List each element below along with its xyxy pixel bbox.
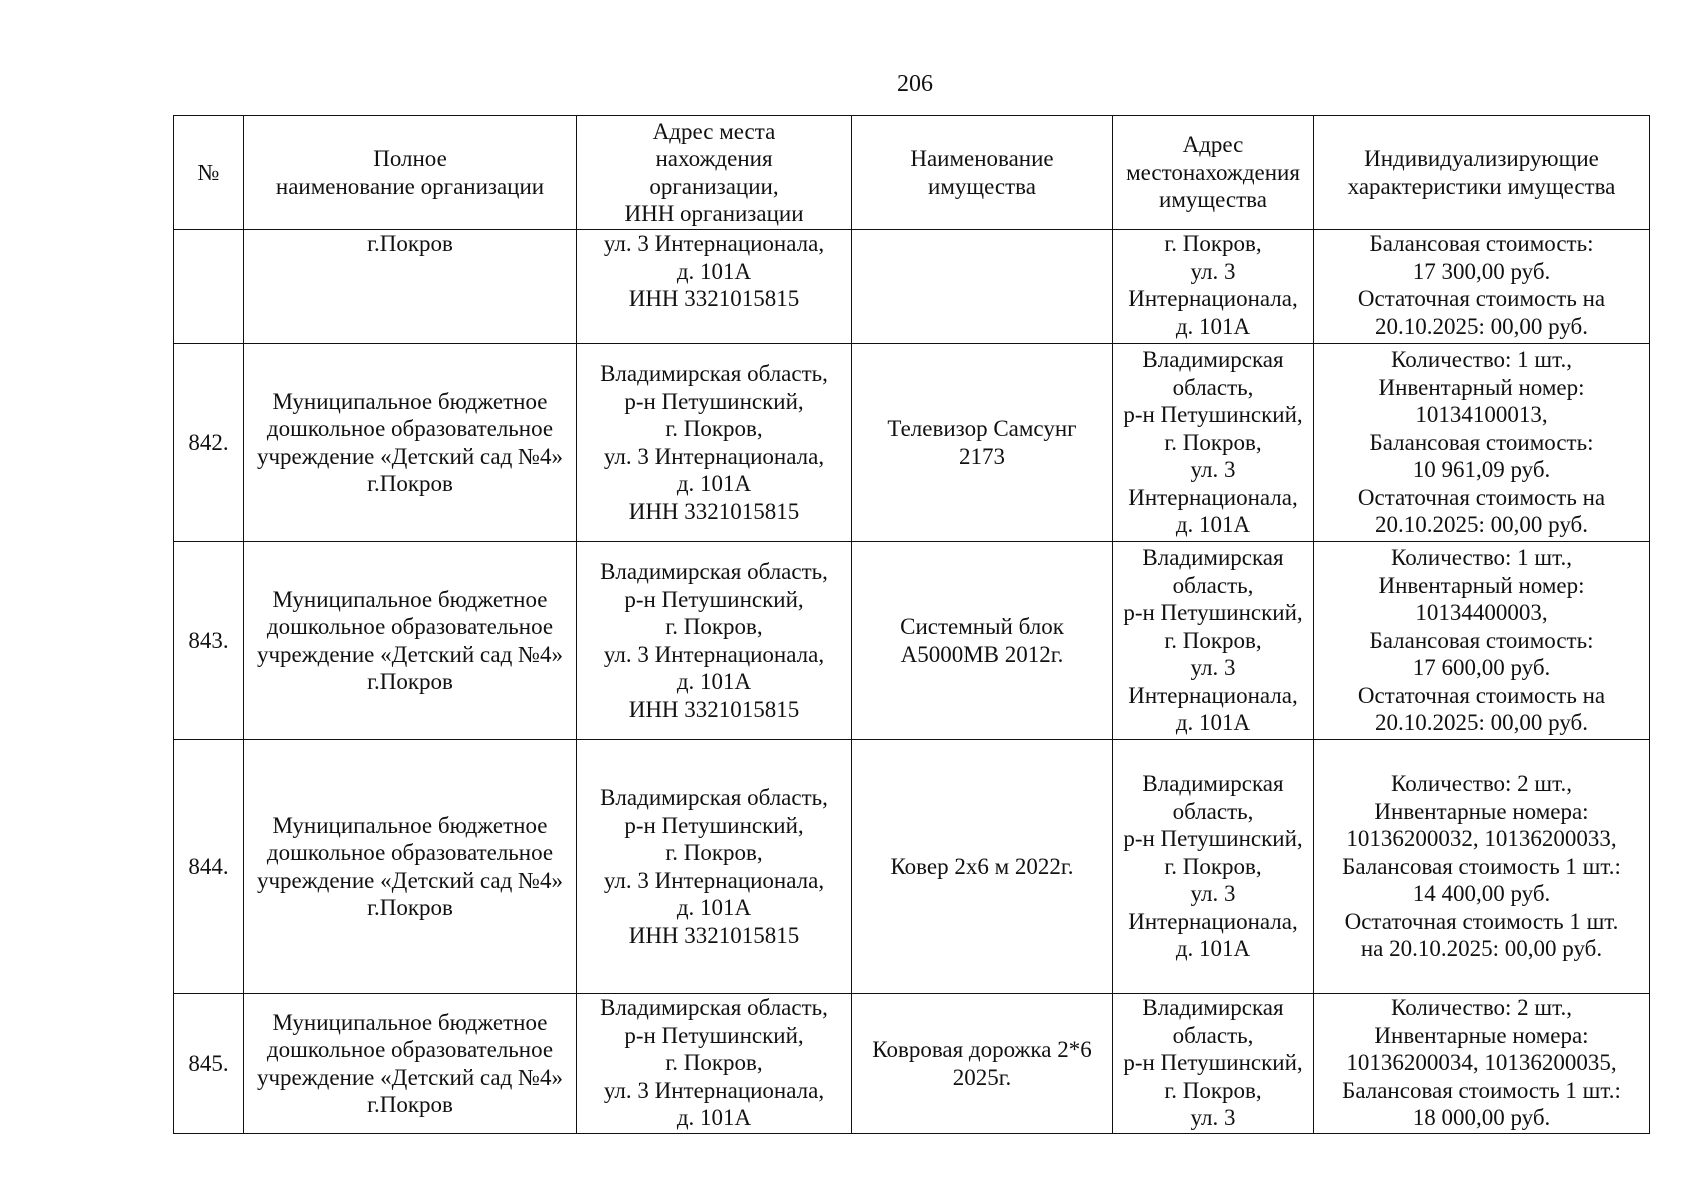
text-line: 20.10.2025: 00,00 руб. <box>1375 313 1588 339</box>
text-line: г. Покров, <box>1164 627 1262 653</box>
text-line: г.Покров <box>367 231 453 256</box>
text-line: 18 000,00 руб. <box>1412 1105 1551 1130</box>
text-line: Телевизор Самсунг <box>887 416 1077 441</box>
text-line: 2025г. <box>952 1064 1012 1090</box>
text-line: учреждение «Детский сад №4» <box>256 867 563 893</box>
text-line: ул. 3 <box>1190 258 1236 284</box>
text-line: местонахождения <box>1126 159 1300 185</box>
text-line: на 20.10.2025: 00,00 руб. <box>1360 936 1603 962</box>
text-line: г. Покров, <box>665 416 763 441</box>
text-line: Владимирская <box>1142 995 1284 1020</box>
text-line: 2173 <box>959 443 1005 469</box>
text-line: д. 101А <box>1175 710 1251 736</box>
text-line: Балансовая стоимость: <box>1369 627 1594 653</box>
organization-name-cell <box>244 344 577 542</box>
text-line: р-н Петушинский, <box>624 586 804 612</box>
organization-name-cell <box>244 230 577 344</box>
organization-name-cell <box>244 740 577 994</box>
text-line: имущества <box>928 173 1036 199</box>
header-property-name <box>852 116 1113 230</box>
text-line: Количество: 1 шт., <box>1391 347 1572 373</box>
text-line: Владимирская <box>1142 347 1284 373</box>
text-line: учреждение «Детский сад №4» <box>256 1064 563 1090</box>
page-number: 206 <box>897 71 933 97</box>
text-line: Инвентарный номер: <box>1378 572 1585 598</box>
text-line: Муниципальное бюджетное <box>272 812 548 838</box>
text-line: г.Покров <box>367 895 453 920</box>
header-organization-address <box>577 116 852 230</box>
row-number: 843. <box>174 542 244 740</box>
text-line: р-н Петушинский, <box>624 812 804 838</box>
property-location-cell <box>1113 542 1314 740</box>
text-line: область, <box>1172 572 1254 598</box>
text-line: р-н Петушинский, <box>1123 402 1303 428</box>
text-line: Балансовая стоимость 1 шт.: <box>1342 1077 1621 1103</box>
text-line: ИНН 3321015815 <box>628 498 800 524</box>
text-line: ул. 3 <box>1190 457 1236 483</box>
header-organization-name <box>244 116 577 230</box>
text-line: Количество: 1 шт., <box>1391 545 1572 571</box>
text-line: дошкольное образовательное <box>266 840 554 865</box>
text-line: Владимирская область, <box>600 785 828 810</box>
text-line: г. Покров, <box>665 1050 763 1075</box>
text-line: 10136200034, 10136200035, <box>1346 1050 1617 1075</box>
text-line: Полное <box>373 146 447 171</box>
text-line: дошкольное образовательное <box>266 416 554 441</box>
text-line: 10134100013, <box>1415 402 1548 428</box>
property-name-cell <box>852 994 1113 1134</box>
text-line: Остаточная стоимость на <box>1357 682 1606 708</box>
organization-name-cell <box>244 994 577 1134</box>
text-line: нахождения <box>655 146 773 171</box>
text-line: дошкольное образовательное <box>266 614 554 639</box>
text-line: Количество: 2 шт., <box>1391 771 1572 797</box>
organization-address-cell <box>577 344 852 542</box>
text-line: г. Покров, <box>1164 1077 1262 1103</box>
property-name-cell <box>852 344 1113 542</box>
text-line: Интернационала, <box>1128 682 1298 708</box>
text-line: д. 101А <box>1175 313 1251 339</box>
row-number: 842. <box>174 344 244 542</box>
text-line: Системный блок <box>900 614 1064 639</box>
text-line: ИНН 3321015815 <box>628 286 800 311</box>
text-line: Балансовая стоимость: <box>1369 429 1594 455</box>
text-line: Интернационала, <box>1128 484 1298 510</box>
text-line: г.Покров <box>367 669 453 694</box>
property-register-table <box>173 115 1650 1134</box>
text-line: 20.10.2025: 00,00 руб. <box>1375 710 1588 736</box>
text-line: г.Покров <box>367 471 453 496</box>
text-line: 10134400003, <box>1415 600 1548 626</box>
text-line: Количество: 2 шт., <box>1391 995 1572 1020</box>
text-line: 14 400,00 руб. <box>1412 881 1551 907</box>
table-row <box>174 344 1650 542</box>
text-line: д. 101А <box>676 895 752 920</box>
text-line: р-н Петушинский, <box>1123 1050 1303 1075</box>
text-line: ул. 3 Интернационала, <box>603 443 825 469</box>
text-line: д. 101А <box>676 258 752 284</box>
text-line: г. Покров, <box>665 840 763 865</box>
organization-address-cell <box>577 230 852 344</box>
organization-address-cell <box>577 994 852 1134</box>
text-line: г. Покров, <box>1164 231 1262 256</box>
text-line: A5000MB 2012г. <box>900 641 1064 667</box>
text-line: Балансовая стоимость: <box>1369 231 1594 256</box>
property-characteristics-cell <box>1314 994 1650 1134</box>
text-line: ИНН 3321015815 <box>628 922 800 948</box>
text-line: Владимирская область, <box>600 559 828 584</box>
text-line: ИНН 3321015815 <box>628 696 800 722</box>
text-line: Остаточная стоимость на <box>1357 484 1606 510</box>
text-line: ул. 3 <box>1190 1105 1236 1130</box>
text-line: р-н Петушинский, <box>1123 826 1303 852</box>
text-line: Адрес <box>1182 132 1244 158</box>
text-line: Остаточная стоимость на <box>1357 286 1606 311</box>
text-line: 17 600,00 руб. <box>1412 655 1551 681</box>
property-name-cell <box>852 230 1113 344</box>
table-row <box>174 994 1650 1134</box>
property-name-cell <box>852 740 1113 994</box>
text-line: г. Покров, <box>1164 429 1262 455</box>
row-number: 844. <box>174 740 244 994</box>
text-line: Муниципальное бюджетное <box>272 586 548 612</box>
text-line: имущества <box>1159 187 1267 213</box>
text-line: 10136200032, 10136200033, <box>1346 826 1617 852</box>
text-line: ул. 3 Интернационала, <box>603 641 825 667</box>
property-location-cell <box>1113 230 1314 344</box>
text-line: г. Покров, <box>1164 853 1262 879</box>
text-line: ул. 3 <box>1190 655 1236 681</box>
text-line: р-н Петушинский, <box>1123 600 1303 626</box>
text-line: Владимирская область, <box>600 361 828 386</box>
text-line: область, <box>1172 1022 1254 1048</box>
text-line: Адрес места <box>652 118 776 144</box>
text-line: д. 101А <box>676 471 752 496</box>
organization-name-cell <box>244 542 577 740</box>
text-line: Владимирская область, <box>600 995 828 1020</box>
header-number <box>174 116 244 230</box>
text-line: 20.10.2025: 00,00 руб. <box>1375 512 1588 538</box>
text-line: область, <box>1172 374 1254 400</box>
text-line: ул. 3 <box>1190 881 1236 907</box>
text-line: р-н Петушинский, <box>624 388 804 414</box>
organization-address-cell <box>577 740 852 994</box>
property-characteristics-cell <box>1314 740 1650 994</box>
text-line: область, <box>1172 798 1254 824</box>
text-line: дошкольное образовательное <box>266 1037 554 1062</box>
text-line: № <box>197 159 220 185</box>
text-line: д. 101А <box>1175 936 1251 962</box>
property-characteristics-cell <box>1314 344 1650 542</box>
organization-address-cell <box>577 542 852 740</box>
text-line: г.Покров <box>367 1092 453 1117</box>
text-line: наименование организации <box>275 173 545 199</box>
text-line: Интернационала, <box>1128 908 1298 934</box>
header-property-characteristics <box>1314 116 1650 230</box>
text-line: д. 101А <box>676 669 752 694</box>
row-number <box>174 230 244 344</box>
property-name-cell <box>852 542 1113 740</box>
text-line: ул. 3 Интернационала, <box>603 867 825 893</box>
text-line: р-н Петушинский, <box>624 1022 804 1048</box>
text-line: характеристики имущества <box>1347 173 1616 199</box>
text-line: Остаточная стоимость 1 шт. <box>1344 908 1619 934</box>
text-line: д. 101А <box>1175 512 1251 538</box>
property-characteristics-cell <box>1314 230 1650 344</box>
text-line: 17 300,00 руб. <box>1412 258 1551 284</box>
table-row <box>174 542 1650 740</box>
text-line: ул. 3 Интернационала, <box>603 1077 825 1103</box>
text-line: Интернационала, <box>1128 286 1298 311</box>
table-body <box>174 230 1650 1134</box>
text-line: Балансовая стоимость 1 шт.: <box>1342 853 1621 879</box>
text-line: Владимирская <box>1142 545 1284 571</box>
property-characteristics-cell <box>1314 542 1650 740</box>
text-line: Ковер 2х6 м 2022г. <box>890 853 1074 879</box>
text-line: д. 101А <box>676 1105 752 1130</box>
text-line: 10 961,09 руб. <box>1412 457 1551 483</box>
text-line: Инвентарный номер: <box>1378 374 1585 400</box>
header-row <box>174 116 1650 230</box>
text-line: учреждение «Детский сад №4» <box>256 641 563 667</box>
table-header <box>174 116 1650 230</box>
property-location-cell <box>1113 740 1314 994</box>
text-line: Муниципальное бюджетное <box>272 1009 548 1035</box>
text-line: ул. 3 Интернационала, <box>603 231 825 256</box>
text-line: организации, <box>649 173 779 199</box>
text-line: Инвентарные номера: <box>1374 798 1589 824</box>
header-property-location <box>1113 116 1314 230</box>
text-line: ИНН организации <box>624 201 804 226</box>
table-row <box>174 740 1650 994</box>
table-row <box>174 230 1650 344</box>
text-line: Владимирская <box>1142 771 1284 797</box>
property-location-cell <box>1113 994 1314 1134</box>
text-line: Инвентарные номера: <box>1374 1022 1589 1048</box>
text-line: г. Покров, <box>665 614 763 639</box>
property-location-cell <box>1113 344 1314 542</box>
row-number: 845. <box>174 994 244 1134</box>
text-line: Наименование <box>910 146 1054 171</box>
text-line: Индивидуализирующие <box>1364 146 1599 171</box>
text-line: учреждение «Детский сад №4» <box>256 443 563 469</box>
text-line: Муниципальное бюджетное <box>272 388 548 414</box>
text-line: Ковровая дорожка 2*6 <box>872 1037 1092 1062</box>
